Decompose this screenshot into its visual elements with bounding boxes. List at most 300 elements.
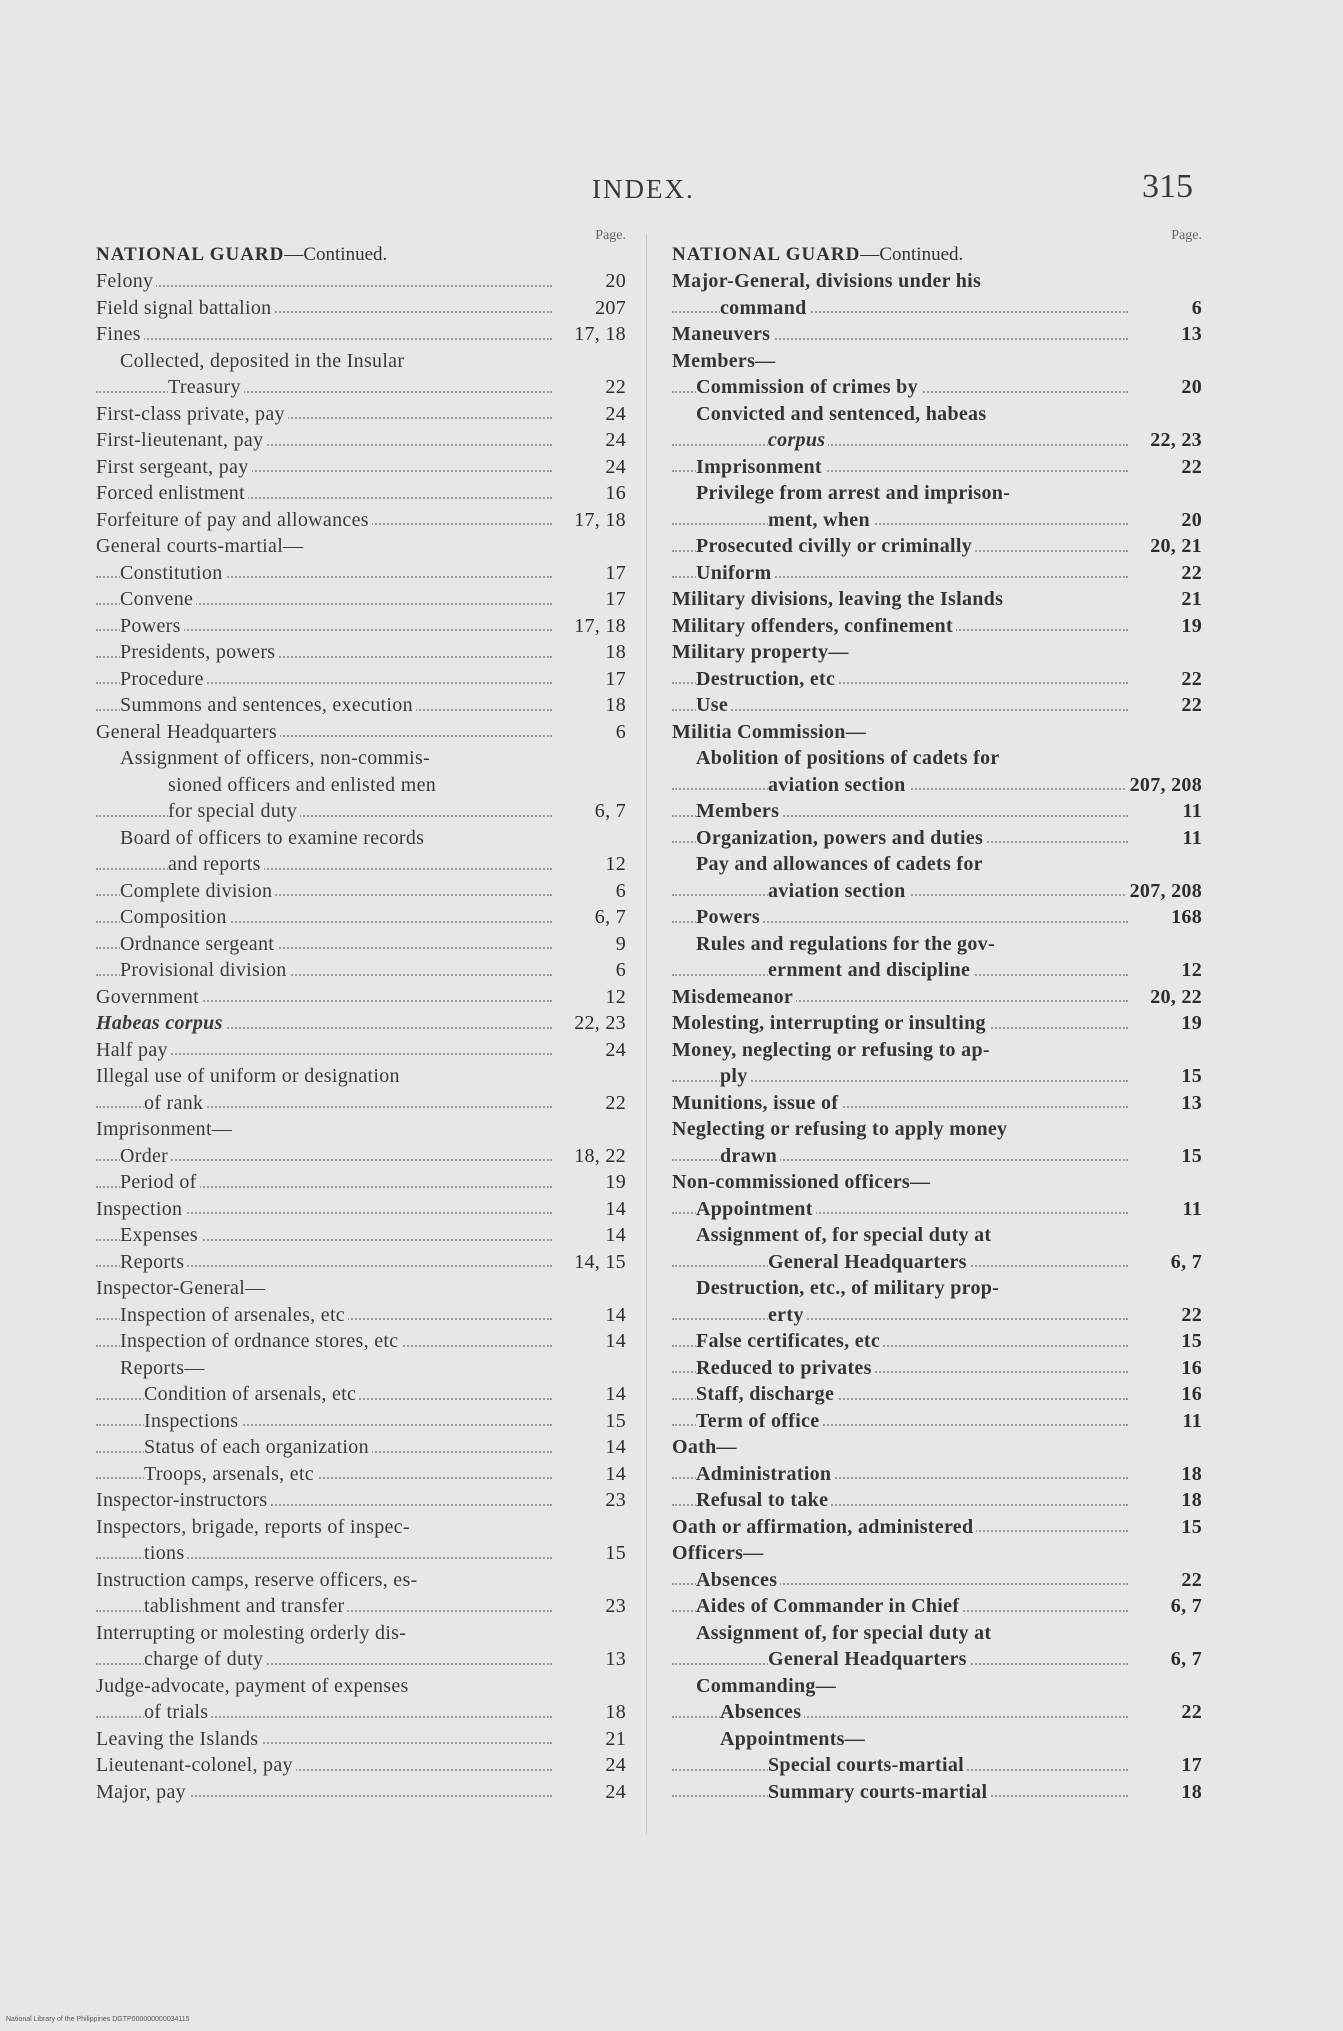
index-entry xyxy=(672,878,1202,905)
entry-text: Provisional division xyxy=(120,959,290,981)
entry-text: Summary courts-martial xyxy=(768,1781,990,1803)
entry-page-ref: 18 xyxy=(601,1699,626,1726)
index-entry xyxy=(96,1620,626,1647)
entry-page-ref: 11 xyxy=(1179,825,1203,852)
entry-text: Destruction, etc xyxy=(696,668,838,690)
entry-text: Assignment of, for special duty at xyxy=(696,1224,994,1246)
index-entry xyxy=(672,427,1202,454)
entry-text: Powers xyxy=(696,906,763,928)
entry-page-ref: 207 xyxy=(591,295,626,322)
index-entry xyxy=(96,295,626,322)
entry-text: Neglecting or refusing to apply money xyxy=(672,1118,1010,1140)
index-entry xyxy=(96,904,626,931)
index-entry xyxy=(96,1752,626,1779)
entry-page-ref: 22 xyxy=(601,374,626,401)
index-entry xyxy=(672,1699,1202,1726)
entry-page-ref: 17 xyxy=(601,586,626,613)
entry-text: Half pay xyxy=(96,1039,171,1061)
index-entry xyxy=(96,1010,626,1037)
entry-page-ref: 207, 208 xyxy=(1126,772,1202,799)
entry-text: corpus xyxy=(768,429,828,451)
index-entry xyxy=(672,268,1202,295)
entry-text: Government xyxy=(96,986,202,1008)
entry-text: Members xyxy=(696,800,782,822)
index-entry xyxy=(672,586,1202,613)
index-entry xyxy=(96,1461,626,1488)
entry-page-ref: 20, 22 xyxy=(1146,984,1202,1011)
entry-text: Composition xyxy=(120,906,230,928)
entry-page-ref: 15 xyxy=(1177,1063,1202,1090)
entry-text: Field signal battalion xyxy=(96,297,274,319)
entry-page-ref: 22 xyxy=(1177,692,1202,719)
entry-page-ref: 20, 21 xyxy=(1146,533,1202,560)
entry-text: Procedure xyxy=(120,668,207,690)
entry-page-ref: 14 xyxy=(601,1381,626,1408)
entry-text: Aides of Commander in Chief xyxy=(696,1595,962,1617)
entry-text: Interrupting or molesting orderly dis- xyxy=(96,1622,409,1644)
entry-text: Collected, deposited in the Insular xyxy=(120,350,407,372)
index-entry xyxy=(672,1487,1202,1514)
entry-text: Imprisonment— xyxy=(96,1118,235,1140)
entry-text: Status of each organization xyxy=(144,1436,372,1458)
entry-text: Staff, discharge xyxy=(696,1383,837,1405)
entry-page-ref: 17 xyxy=(601,560,626,587)
entry-page-ref: 20 xyxy=(601,268,626,295)
index-entry xyxy=(96,639,626,666)
index-entry xyxy=(672,719,1202,746)
index-entry xyxy=(672,321,1202,348)
index-entry xyxy=(96,666,626,693)
entry-page-ref: 19 xyxy=(1177,613,1202,640)
index-entry xyxy=(672,1779,1202,1806)
entry-text: erty xyxy=(768,1304,807,1326)
index-entry xyxy=(672,904,1202,931)
entry-text: for special duty xyxy=(168,800,300,822)
entry-text: Assignment of officers, non-commis- xyxy=(120,747,433,769)
index-entry xyxy=(672,639,1202,666)
entry-text: Maneuvers xyxy=(672,323,773,345)
index-entry xyxy=(96,1116,626,1143)
index-entry xyxy=(672,480,1202,507)
entry-text: First-lieutenant, pay xyxy=(96,429,266,451)
entry-page-ref: 6, 7 xyxy=(1167,1249,1202,1276)
entry-text: Destruction, etc., of military prop- xyxy=(696,1277,1002,1299)
entry-text: Military property— xyxy=(672,641,852,663)
entry-text: ment, when xyxy=(768,509,873,531)
entry-text: Instruction camps, reserve officers, es- xyxy=(96,1569,421,1591)
page-header xyxy=(0,168,1343,218)
entry-page-ref: 6 xyxy=(612,957,626,984)
entry-text: of rank xyxy=(144,1092,206,1114)
entry-text: Expenses xyxy=(120,1224,201,1246)
entry-text: Inspector-General— xyxy=(96,1277,268,1299)
index-entry xyxy=(96,533,626,560)
index-entries xyxy=(672,268,1202,1805)
entry-text: Inspections xyxy=(144,1410,241,1432)
entry-page-ref: 13 xyxy=(1177,1090,1202,1117)
entry-text: Leaving the Islands xyxy=(96,1728,261,1750)
entry-text: Period of xyxy=(120,1171,200,1193)
entry-text: Military divisions, leaving the Islands xyxy=(672,588,1006,610)
index-column-left xyxy=(96,228,626,1805)
index-entry xyxy=(96,984,626,1011)
entry-page-ref: 13 xyxy=(601,1646,626,1673)
entry-page-ref: 15 xyxy=(1177,1514,1202,1541)
entry-text: Oath— xyxy=(672,1436,740,1458)
index-entry xyxy=(672,1726,1202,1753)
index-entry xyxy=(96,480,626,507)
entry-text: Ordnance sergeant xyxy=(120,933,277,955)
index-entries xyxy=(96,268,626,1805)
index-entry xyxy=(96,1143,626,1170)
entry-page-ref: 22 xyxy=(1177,1699,1202,1726)
entry-text: Members— xyxy=(672,350,778,372)
entry-page-ref: 9 xyxy=(612,931,626,958)
entry-text: Non-commissioned officers— xyxy=(672,1171,933,1193)
entry-text: First sergeant, pay xyxy=(96,456,252,478)
index-entry xyxy=(672,295,1202,322)
index-entry xyxy=(672,1302,1202,1329)
entry-text: Uniform xyxy=(696,562,774,584)
entry-page-ref: 11 xyxy=(1179,1408,1203,1435)
index-entry xyxy=(96,1726,626,1753)
entry-page-ref: 14 xyxy=(601,1434,626,1461)
column-divider xyxy=(646,234,647,1834)
entry-page-ref: 21 xyxy=(1177,586,1202,613)
entry-text: Organization, powers and duties xyxy=(696,827,986,849)
index-entry xyxy=(672,1461,1202,1488)
index-entry xyxy=(672,1646,1202,1673)
index-entry xyxy=(96,427,626,454)
entry-text: Fines xyxy=(96,323,144,345)
index-entry xyxy=(672,1063,1202,1090)
entry-page-ref: 22 xyxy=(1177,1567,1202,1594)
index-entry xyxy=(672,692,1202,719)
index-entry xyxy=(672,507,1202,534)
entry-text: Forfeiture of pay and allowances xyxy=(96,509,372,531)
index-entry xyxy=(672,1328,1202,1355)
entry-page-ref: 17 xyxy=(1177,1752,1202,1779)
index-entry xyxy=(672,931,1202,958)
index-entry xyxy=(672,1222,1202,1249)
entry-text: Major-General, divisions under his xyxy=(672,270,984,292)
index-entry xyxy=(96,454,626,481)
section-title: NATIONAL GUARD—Continued. xyxy=(96,244,388,265)
entry-text: Term of office xyxy=(696,1410,822,1432)
index-entry xyxy=(96,878,626,905)
index-entry xyxy=(96,1090,626,1117)
entry-page-ref: 12 xyxy=(1177,957,1202,984)
entry-page-ref: 6 xyxy=(612,719,626,746)
index-entry xyxy=(96,321,626,348)
entry-page-ref: 16 xyxy=(1177,1355,1202,1382)
index-entry xyxy=(96,798,626,825)
entry-text: Administration xyxy=(696,1463,834,1485)
entry-text: Misdemeanor xyxy=(672,986,796,1008)
entry-text: Reports xyxy=(120,1251,187,1273)
entry-text: Pay and allowances of cadets for xyxy=(696,853,986,875)
entry-text: Special courts-martial xyxy=(768,1754,967,1776)
entry-page-ref: 207, 208 xyxy=(1126,878,1202,905)
entry-text: Lieutenant-colonel, pay xyxy=(96,1754,296,1776)
index-entry xyxy=(96,1593,626,1620)
entry-text: command xyxy=(720,297,810,319)
entry-text: Absences xyxy=(696,1569,780,1591)
entry-text: of trials xyxy=(144,1701,211,1723)
index-entry xyxy=(672,1355,1202,1382)
index-entry xyxy=(96,825,626,852)
index-entry xyxy=(96,586,626,613)
index-entry xyxy=(96,957,626,984)
index-entry xyxy=(672,957,1202,984)
entry-text: Powers xyxy=(120,615,184,637)
entry-page-ref: 22 xyxy=(1177,666,1202,693)
entry-text: Military offenders, confinement xyxy=(672,615,956,637)
entry-text: Forced enlistment xyxy=(96,482,248,504)
index-entry xyxy=(672,1434,1202,1461)
entry-text: Inspector-instructors xyxy=(96,1489,270,1511)
entry-page-ref: 17, 18 xyxy=(570,321,626,348)
entry-text: tablishment and transfer xyxy=(144,1595,347,1617)
entry-page-ref: 24 xyxy=(601,401,626,428)
entry-page-ref: 19 xyxy=(601,1169,626,1196)
entry-text: Inspectors, brigade, reports of inspec- xyxy=(96,1516,413,1538)
index-entry xyxy=(96,1779,626,1806)
page-number: 315 xyxy=(1142,168,1193,205)
entry-page-ref: 24 xyxy=(601,427,626,454)
entry-page-ref: 15 xyxy=(601,1540,626,1567)
section-title: NATIONAL GUARD—Continued. xyxy=(672,244,964,265)
entry-text: Prosecuted civilly or criminally xyxy=(696,535,975,557)
index-entry xyxy=(672,745,1202,772)
entry-text: Oath or affirmation, administered xyxy=(672,1516,976,1538)
entry-page-ref: 16 xyxy=(601,480,626,507)
entry-page-ref: 14 xyxy=(601,1461,626,1488)
entry-text: Felony xyxy=(96,270,156,292)
index-entry xyxy=(96,1275,626,1302)
column-heading xyxy=(96,228,626,268)
entry-text: Order xyxy=(120,1145,171,1167)
entry-page-ref: 17, 18 xyxy=(570,507,626,534)
page-column-label: Page. xyxy=(595,228,626,243)
entry-page-ref: 11 xyxy=(1179,1196,1203,1223)
index-entry xyxy=(672,1593,1202,1620)
entry-text: Habeas corpus xyxy=(96,1012,226,1034)
index-entry xyxy=(96,719,626,746)
entry-page-ref: 18 xyxy=(601,692,626,719)
entry-text: aviation section xyxy=(768,774,909,796)
index-entry xyxy=(672,374,1202,401)
index-entry xyxy=(672,1408,1202,1435)
entry-text: Inspection of arsenales, etc xyxy=(120,1304,348,1326)
entry-page-ref: 14 xyxy=(601,1328,626,1355)
entry-page-ref: 6, 7 xyxy=(591,904,626,931)
index-entry xyxy=(672,798,1202,825)
index-entry xyxy=(96,1487,626,1514)
index-entry xyxy=(672,1037,1202,1064)
entry-page-ref: 20 xyxy=(1177,374,1202,401)
index-entry xyxy=(672,984,1202,1011)
index-entry xyxy=(672,1620,1202,1647)
entry-page-ref: 18 xyxy=(1177,1487,1202,1514)
index-entry xyxy=(96,401,626,428)
page-column-label: Page. xyxy=(1171,228,1202,243)
entry-text: Abolition of positions of cadets for xyxy=(696,747,1003,769)
entry-text: Officers— xyxy=(672,1542,767,1564)
index-entry xyxy=(96,507,626,534)
entry-page-ref: 14 xyxy=(601,1302,626,1329)
index-entry xyxy=(96,1673,626,1700)
entry-text: General Headquarters xyxy=(96,721,280,743)
index-entry xyxy=(96,1196,626,1223)
index-entry xyxy=(672,613,1202,640)
entry-page-ref: 24 xyxy=(601,1779,626,1806)
entry-page-ref: 22, 23 xyxy=(570,1010,626,1037)
index-entry xyxy=(672,1010,1202,1037)
index-entry xyxy=(672,772,1202,799)
index-entry xyxy=(96,1540,626,1567)
entry-page-ref: 168 xyxy=(1167,904,1202,931)
entry-text: Board of officers to examine records xyxy=(120,827,427,849)
index-entry xyxy=(672,560,1202,587)
entry-text: and reports xyxy=(168,853,264,875)
entry-page-ref: 14, 15 xyxy=(570,1249,626,1276)
index-entry xyxy=(672,1116,1202,1143)
entry-text: drawn xyxy=(720,1145,780,1167)
entry-text: Munitions, issue of xyxy=(672,1092,841,1114)
index-entry xyxy=(672,1169,1202,1196)
entry-text: ernment and discipline xyxy=(768,959,973,981)
entry-page-ref: 15 xyxy=(601,1408,626,1435)
index-entry xyxy=(96,560,626,587)
entry-text: Rules and regulations for the gov- xyxy=(696,933,998,955)
index-column-right xyxy=(672,228,1202,1805)
entry-page-ref: 17 xyxy=(601,666,626,693)
entry-text: Inspection of ordnance stores, etc xyxy=(120,1330,401,1352)
entry-text: Absences xyxy=(720,1701,804,1723)
entry-text: Inspection xyxy=(96,1198,185,1220)
index-entry xyxy=(96,1302,626,1329)
entry-text: Militia Commission— xyxy=(672,721,869,743)
entry-page-ref: 12 xyxy=(601,851,626,878)
entry-text: General Headquarters xyxy=(768,1251,970,1273)
index-entry xyxy=(672,825,1202,852)
index-entry xyxy=(96,931,626,958)
entry-page-ref: 14 xyxy=(601,1222,626,1249)
entry-page-ref: 22 xyxy=(1177,1302,1202,1329)
entry-page-ref: 17, 18 xyxy=(570,613,626,640)
index-entry xyxy=(96,1249,626,1276)
entry-page-ref: 11 xyxy=(1179,798,1203,825)
entry-text: Troops, arsenals, etc xyxy=(144,1463,317,1485)
entry-text: Use xyxy=(696,694,731,716)
entry-text: Treasury xyxy=(168,376,244,398)
index-entry xyxy=(672,851,1202,878)
entry-text: Major, pay xyxy=(96,1781,189,1803)
index-entry xyxy=(96,1169,626,1196)
entry-text: Assignment of, for special duty at xyxy=(696,1622,994,1644)
entry-text: Presidents, powers xyxy=(120,641,278,663)
entry-page-ref: 14 xyxy=(601,1196,626,1223)
entry-page-ref: 6 xyxy=(612,878,626,905)
entry-text: Complete division xyxy=(120,880,275,902)
entry-text: aviation section xyxy=(768,880,909,902)
entry-page-ref: 18 xyxy=(1177,1461,1202,1488)
entry-text: Money, neglecting or refusing to ap- xyxy=(672,1039,993,1061)
entry-page-ref: 19 xyxy=(1177,1010,1202,1037)
index-entry xyxy=(672,1673,1202,1700)
entry-text: Appointment xyxy=(696,1198,816,1220)
entry-page-ref: 18 xyxy=(601,639,626,666)
index-entry xyxy=(96,1434,626,1461)
entry-text: tions xyxy=(144,1542,187,1564)
entry-text: Molesting, interrupting or insulting xyxy=(672,1012,989,1034)
entry-page-ref: 15 xyxy=(1177,1328,1202,1355)
entry-page-ref: 21 xyxy=(601,1726,626,1753)
library-footer: National Library of the Philippines DGTP000000000034115 xyxy=(6,2016,190,2023)
entry-page-ref: 20 xyxy=(1177,507,1202,534)
entry-text: sioned officers and enlisted men xyxy=(168,774,439,796)
index-entry xyxy=(672,1567,1202,1594)
entry-text: Constitution xyxy=(120,562,226,584)
entry-text: Reduced to privates xyxy=(696,1357,875,1379)
index-entry xyxy=(96,1514,626,1541)
entry-text: Convene xyxy=(120,588,196,610)
index-entry xyxy=(96,613,626,640)
entry-text: Commanding— xyxy=(696,1675,839,1697)
index-entry xyxy=(672,1249,1202,1276)
entry-page-ref: 6, 7 xyxy=(1167,1593,1202,1620)
index-entry xyxy=(672,1752,1202,1779)
index-entry xyxy=(96,1408,626,1435)
entry-text: Appointments— xyxy=(720,1728,868,1750)
entry-text: False certificates, etc xyxy=(696,1330,883,1352)
running-title: INDEX. xyxy=(592,174,695,204)
entry-page-ref: 6 xyxy=(1188,295,1202,322)
entry-page-ref: 23 xyxy=(601,1487,626,1514)
entry-page-ref: 12 xyxy=(601,984,626,1011)
entry-page-ref: 15 xyxy=(1177,1143,1202,1170)
entry-page-ref: 16 xyxy=(1177,1381,1202,1408)
index-entry xyxy=(96,1567,626,1594)
index-entry xyxy=(672,401,1202,428)
entry-text: Privilege from arrest and imprison- xyxy=(696,482,1013,504)
entry-page-ref: 6, 7 xyxy=(591,798,626,825)
index-entry xyxy=(96,745,626,772)
entry-text: Judge-advocate, payment of expenses xyxy=(96,1675,412,1697)
index-entry xyxy=(672,1381,1202,1408)
entry-text: Convicted and sentenced, habeas xyxy=(696,403,989,425)
entry-text: General courts-martial— xyxy=(96,535,306,557)
entry-page-ref: 24 xyxy=(601,1752,626,1779)
entry-text: charge of duty xyxy=(144,1648,266,1670)
entry-text: General Headquarters xyxy=(768,1648,970,1670)
index-entry xyxy=(96,1381,626,1408)
index-entry xyxy=(96,374,626,401)
index-entry xyxy=(96,692,626,719)
entry-page-ref: 22, 23 xyxy=(1146,427,1202,454)
index-entry xyxy=(672,666,1202,693)
index-entry xyxy=(96,268,626,295)
column-heading xyxy=(672,228,1202,268)
entry-text: First-class private, pay xyxy=(96,403,288,425)
index-entry xyxy=(672,348,1202,375)
entry-text: Reports— xyxy=(120,1357,208,1379)
index-entry xyxy=(672,1514,1202,1541)
index-entry xyxy=(672,454,1202,481)
index-entry xyxy=(672,1540,1202,1567)
index-entry xyxy=(672,1196,1202,1223)
